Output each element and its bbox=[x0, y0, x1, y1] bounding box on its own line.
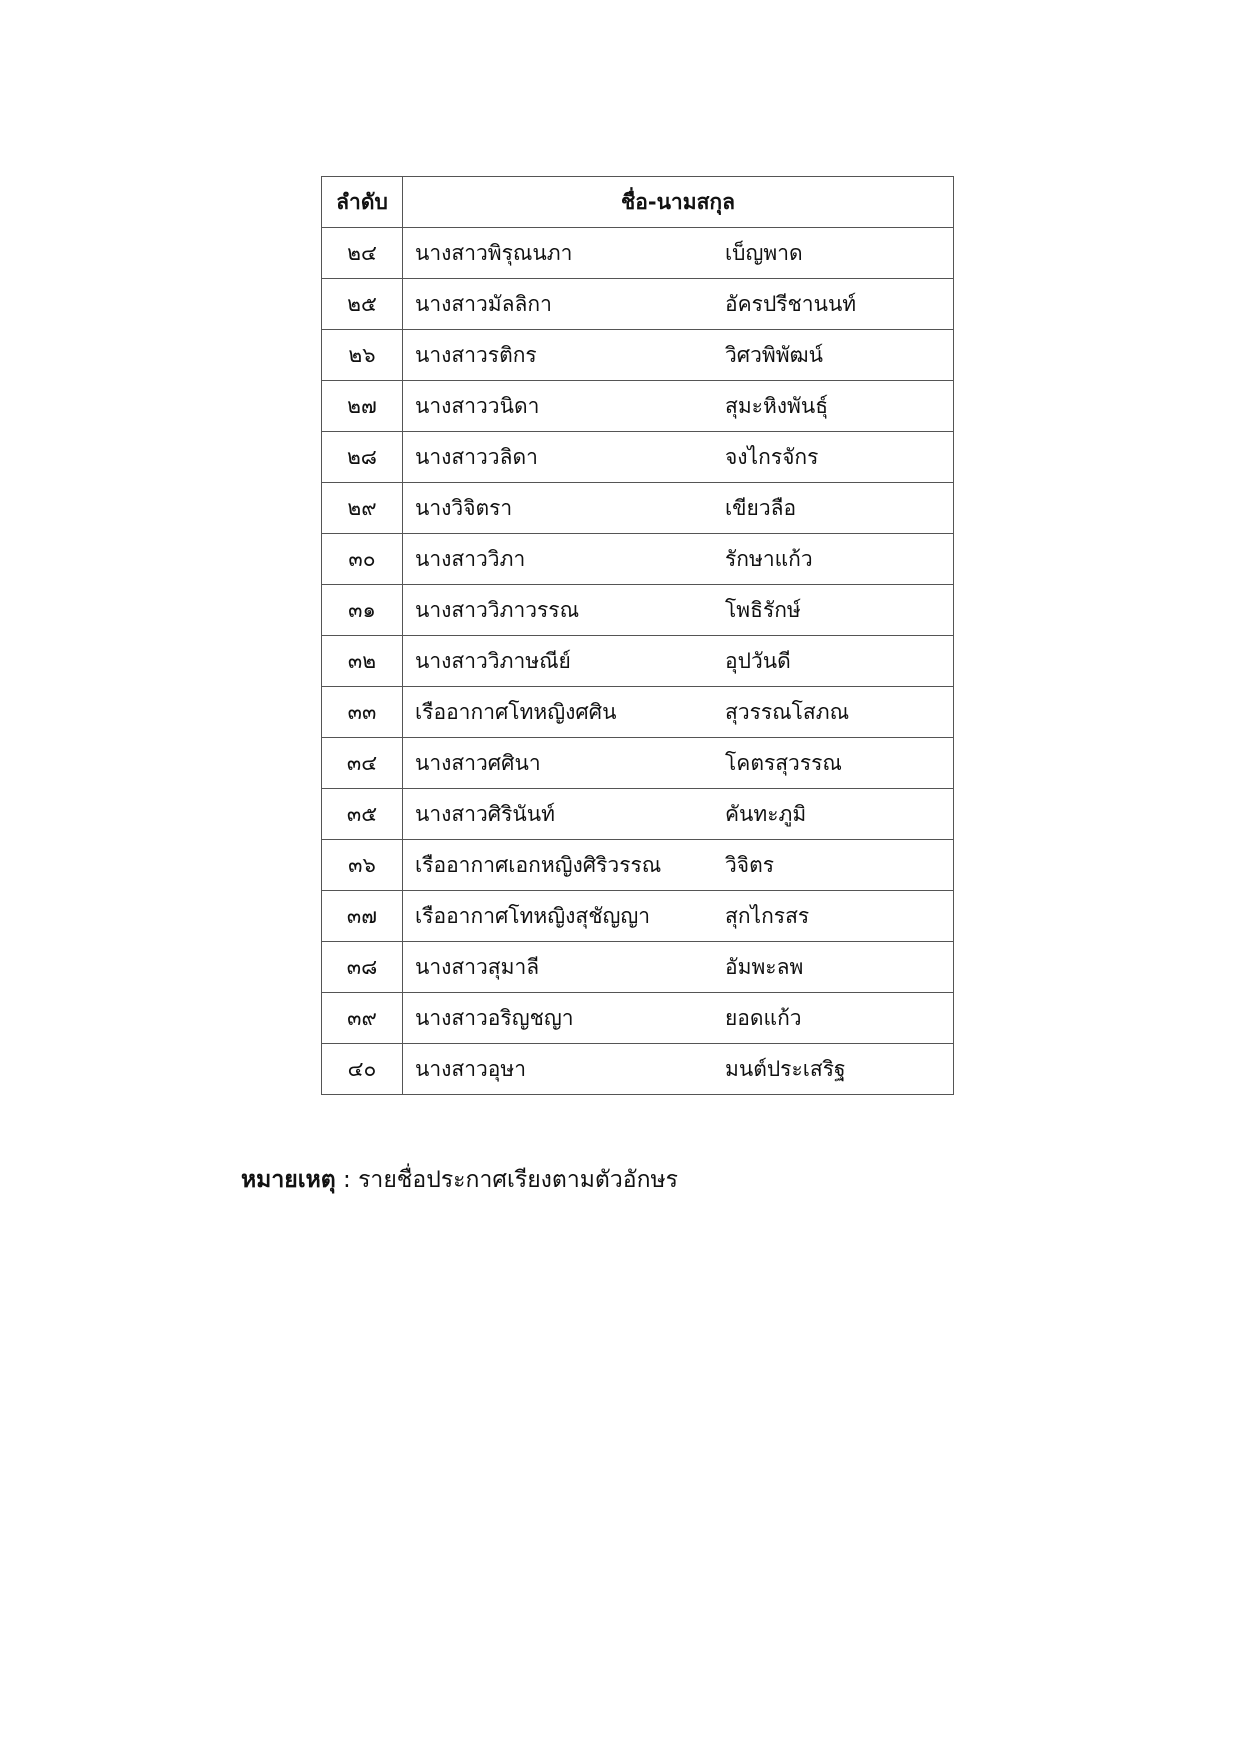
first-name: นางสาวศศินา bbox=[415, 750, 541, 775]
table-row bbox=[322, 993, 954, 1044]
first-name: เรืออากาศโทหญิงศศิน bbox=[415, 699, 617, 724]
row-name-cell bbox=[403, 942, 954, 993]
row-name-cell bbox=[403, 534, 954, 585]
row-number: ๒๙ bbox=[322, 483, 403, 534]
row-number: ๒๗ bbox=[322, 381, 403, 432]
name-wrapper bbox=[403, 801, 953, 826]
last-name: เขียวลือ bbox=[725, 495, 797, 520]
name-wrapper bbox=[403, 393, 953, 418]
row-name-cell bbox=[403, 891, 954, 942]
header-name: ชื่อ-นามสกุล bbox=[403, 177, 954, 228]
table-row bbox=[322, 534, 954, 585]
name-wrapper bbox=[403, 597, 953, 622]
name-wrapper bbox=[403, 546, 953, 571]
table-row bbox=[322, 687, 954, 738]
table-row bbox=[322, 228, 954, 279]
table-row bbox=[322, 1044, 954, 1095]
first-name: นางสาวอุษา bbox=[415, 1056, 527, 1081]
row-name-cell bbox=[403, 381, 954, 432]
row-number: ๒๕ bbox=[322, 279, 403, 330]
row-name-cell bbox=[403, 738, 954, 789]
last-name: มนต์ประเสริฐ bbox=[725, 1056, 846, 1081]
name-wrapper bbox=[403, 495, 953, 520]
first-name: นางสาวอริญชญา bbox=[415, 1005, 574, 1030]
row-number: ๓๕ bbox=[322, 789, 403, 840]
row-number: ๒๔ bbox=[322, 228, 403, 279]
first-name: นางสาวรติกร bbox=[415, 342, 537, 367]
header-no: ลำดับ bbox=[322, 177, 403, 228]
name-wrapper bbox=[403, 291, 953, 316]
footnote-text: รายชื่อประกาศเรียงตามตัวอักษร bbox=[358, 1167, 679, 1193]
first-name: นางสาววลิดา bbox=[415, 444, 538, 469]
table-row bbox=[322, 738, 954, 789]
table-row bbox=[322, 891, 954, 942]
last-name: วิศวพิพัฒน์ bbox=[725, 342, 823, 367]
row-name-cell bbox=[403, 330, 954, 381]
table-row bbox=[322, 381, 954, 432]
name-wrapper bbox=[403, 342, 953, 367]
row-name-cell bbox=[403, 840, 954, 891]
row-number: ๓๙ bbox=[322, 993, 403, 1044]
name-wrapper bbox=[403, 699, 953, 724]
table-row bbox=[322, 279, 954, 330]
name-wrapper bbox=[403, 852, 953, 877]
last-name: เบ็ญพาด bbox=[725, 240, 803, 265]
table-header-row bbox=[322, 177, 954, 228]
table-row bbox=[322, 330, 954, 381]
row-name-cell bbox=[403, 432, 954, 483]
last-name: สุกไกรสร bbox=[725, 903, 810, 928]
name-wrapper bbox=[403, 648, 953, 673]
first-name: นางสาวพิรุณนภา bbox=[415, 240, 573, 265]
first-name: นางสาวสุมาลี bbox=[415, 954, 540, 979]
last-name: คันทะภูมิ bbox=[725, 801, 807, 826]
first-name: นางสาววิภาวรรณ bbox=[415, 597, 580, 622]
table-row bbox=[322, 942, 954, 993]
name-wrapper bbox=[403, 1056, 953, 1081]
first-name: เรืออากาศโทหญิงสุชัญญา bbox=[415, 903, 651, 928]
first-name: นางสาวศิรินันท์ bbox=[415, 801, 555, 826]
row-name-cell bbox=[403, 993, 954, 1044]
row-number: ๔๐ bbox=[322, 1044, 403, 1095]
row-name-cell bbox=[403, 279, 954, 330]
last-name: วิจิตร bbox=[725, 852, 775, 877]
first-name: นางสาววนิดา bbox=[415, 393, 540, 418]
row-number: ๓๑ bbox=[322, 585, 403, 636]
last-name: รักษาแก้ว bbox=[725, 546, 813, 571]
first-name: นางวิจิตรา bbox=[415, 495, 513, 520]
row-name-cell bbox=[403, 789, 954, 840]
first-name: นางสาววิภาษณีย์ bbox=[415, 648, 571, 673]
row-number: ๓๘ bbox=[322, 942, 403, 993]
table-row bbox=[322, 840, 954, 891]
last-name: สุมะหิงพันธุ์ bbox=[725, 393, 829, 418]
last-name: อุปวันดี bbox=[725, 648, 791, 673]
table-row bbox=[322, 483, 954, 534]
row-number: ๓๔ bbox=[322, 738, 403, 789]
row-number: ๒๖ bbox=[322, 330, 403, 381]
last-name: อัมพะลพ bbox=[725, 954, 804, 979]
first-name: นางสาววิภา bbox=[415, 546, 526, 571]
row-number: ๓๐ bbox=[322, 534, 403, 585]
last-name: ยอดแก้ว bbox=[725, 1005, 802, 1030]
table-row bbox=[322, 636, 954, 687]
last-name: สุวรรณโสภณ bbox=[725, 699, 850, 724]
footnote-label: หมายเหตุ bbox=[241, 1167, 336, 1193]
table-row bbox=[322, 585, 954, 636]
last-name: จงไกรจักร bbox=[725, 444, 819, 469]
row-name-cell bbox=[403, 636, 954, 687]
row-number: ๓๗ bbox=[322, 891, 403, 942]
table-body bbox=[322, 228, 954, 1095]
name-wrapper bbox=[403, 444, 953, 469]
row-name-cell bbox=[403, 585, 954, 636]
name-wrapper bbox=[403, 954, 953, 979]
name-wrapper bbox=[403, 750, 953, 775]
first-name: นางสาวมัลลิกา bbox=[415, 291, 552, 316]
footnote-separator: : bbox=[335, 1167, 359, 1193]
last-name: โคตรสุวรรณ bbox=[725, 750, 842, 775]
table-row bbox=[322, 432, 954, 483]
row-name-cell bbox=[403, 228, 954, 279]
name-wrapper bbox=[403, 1005, 953, 1030]
last-name: โพธิรักษ์ bbox=[725, 597, 801, 622]
first-name: เรืออากาศเอกหญิงศิริวรรณ bbox=[415, 852, 662, 877]
row-number: ๓๖ bbox=[322, 840, 403, 891]
name-list-table bbox=[321, 176, 954, 1095]
name-wrapper bbox=[403, 240, 953, 265]
last-name: อัครปรีชานนท์ bbox=[725, 291, 857, 316]
row-number: ๓๓ bbox=[322, 687, 403, 738]
name-wrapper bbox=[403, 903, 953, 928]
row-number: ๓๒ bbox=[322, 636, 403, 687]
table-row bbox=[322, 789, 954, 840]
row-name-cell bbox=[403, 483, 954, 534]
footnote bbox=[241, 1162, 678, 1198]
row-name-cell bbox=[403, 1044, 954, 1095]
row-number: ๒๘ bbox=[322, 432, 403, 483]
row-name-cell bbox=[403, 687, 954, 738]
